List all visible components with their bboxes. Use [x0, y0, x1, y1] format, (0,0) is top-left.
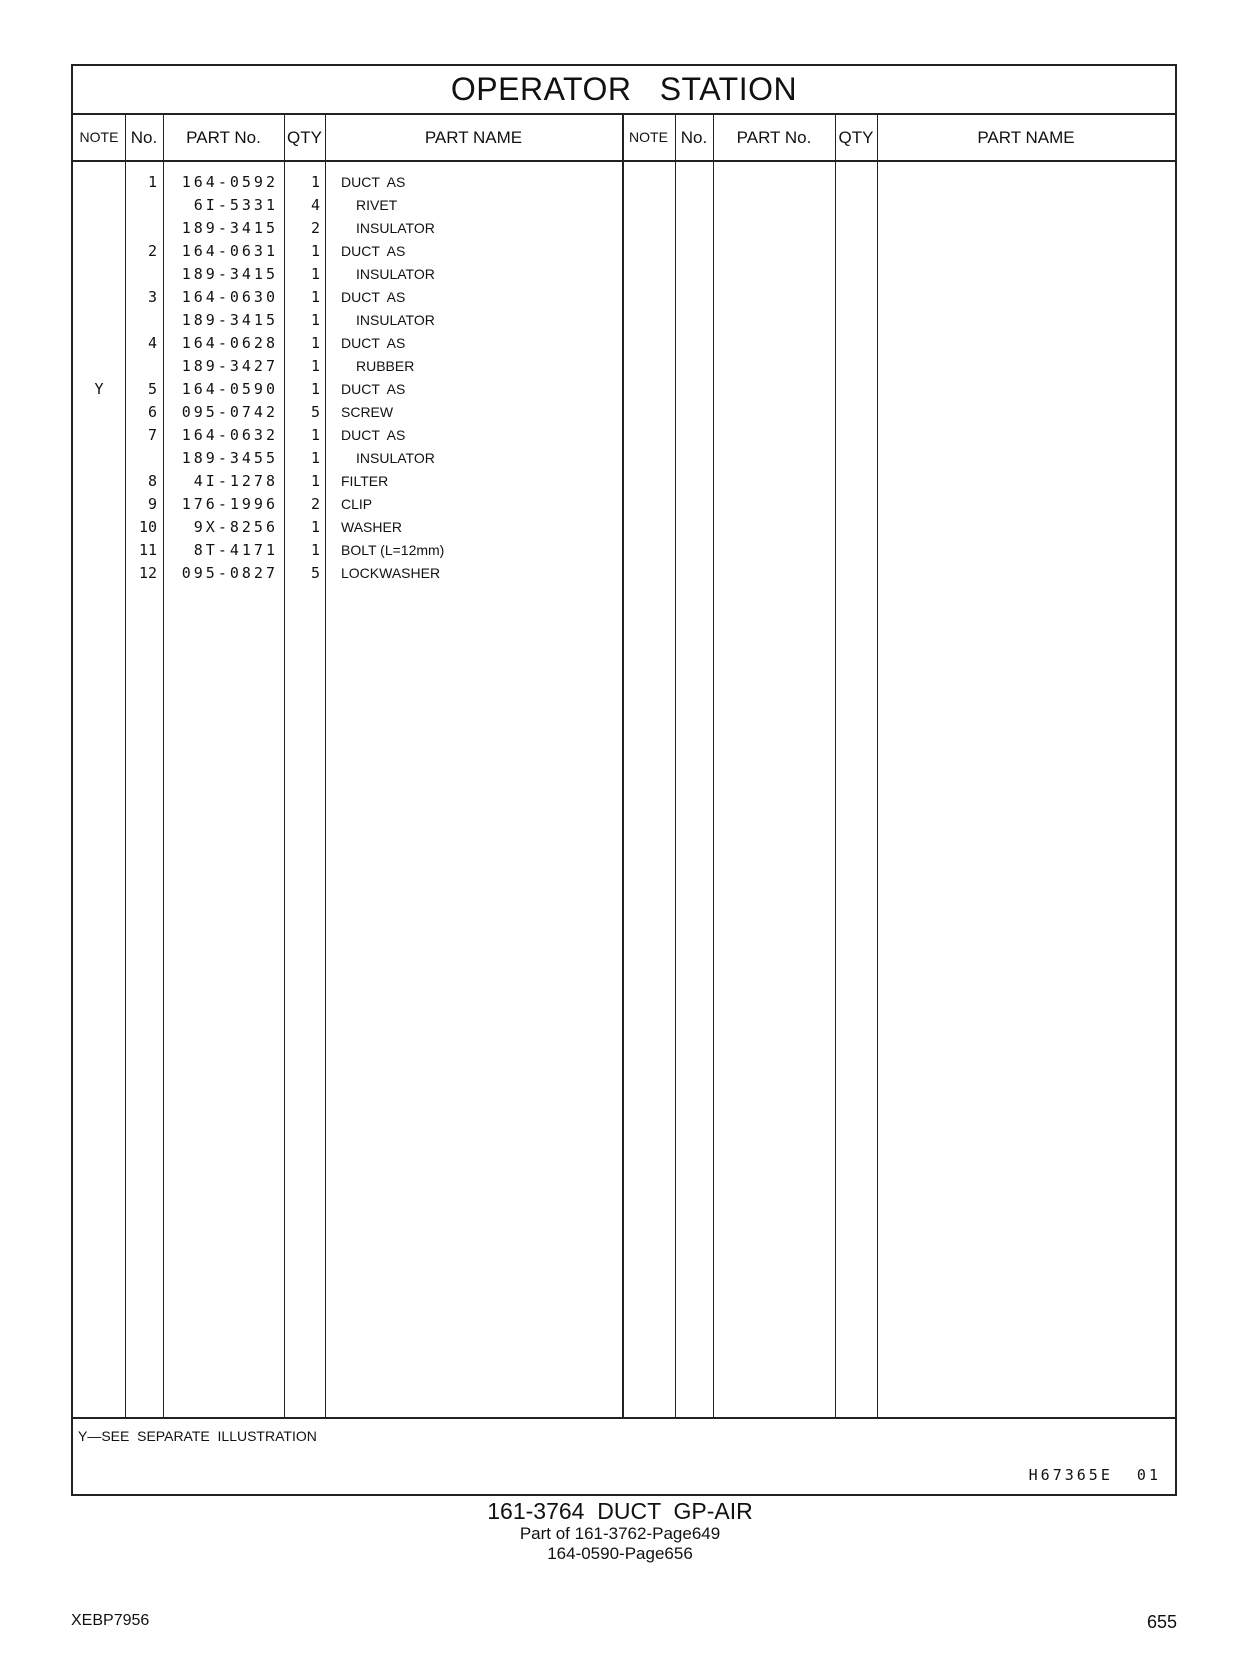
part-number-cell: 164-0592: [181, 173, 278, 191]
part-name-cell: INSULATOR: [356, 450, 435, 466]
table-row: [73, 493, 1175, 516]
item-number-cell: [125, 263, 157, 286]
quantity-cell: 1: [310, 426, 320, 444]
table-row: [73, 424, 1175, 447]
part-name-cell: RUBBER: [356, 358, 415, 374]
quantity-cell: 1: [310, 242, 320, 260]
item-number-cell: 6: [147, 403, 157, 421]
item-number-cell: 1: [147, 173, 157, 191]
quantity-cell: 2: [310, 495, 320, 513]
note-cell: [73, 355, 125, 378]
document-id: XEBP7956: [71, 1612, 150, 1629]
part-name-cell: INSULATOR: [356, 312, 435, 328]
part-number-cell: 095-0827: [181, 564, 278, 582]
part-number-cell: 164-0632: [181, 426, 278, 444]
quantity-cell: 5: [310, 564, 320, 582]
quantity-cell: 1: [310, 288, 320, 306]
quantity-cell: 1: [310, 518, 320, 536]
table-row: [73, 447, 1175, 470]
parts-list-table: [71, 64, 1177, 1496]
part-number-cell: 189-3415: [181, 219, 278, 237]
quantity-cell: 2: [310, 219, 320, 237]
note-cell: [73, 263, 125, 286]
item-number-cell: 5: [147, 380, 157, 398]
column-divider: [125, 115, 126, 1419]
item-number-cell: 4: [147, 334, 157, 352]
item-number-cell: 11: [138, 541, 157, 559]
note-cell: [73, 493, 125, 516]
quantity-cell: 1: [310, 449, 320, 467]
table-body: [73, 162, 1175, 1419]
column-divider: [622, 115, 624, 1419]
part-number-cell: 8T-4171: [193, 541, 278, 559]
quantity-cell: 5: [310, 403, 320, 421]
note-cell: [73, 424, 125, 447]
table-row: [73, 470, 1175, 493]
column-divider: [675, 115, 676, 1419]
column-divider: [325, 115, 326, 1419]
header-no: No.: [130, 128, 158, 147]
part-number-cell: 176-1996: [181, 495, 278, 513]
table-header-row: [73, 115, 1175, 162]
note-cell: [73, 217, 125, 240]
note-cell: [73, 401, 125, 424]
table-row: [73, 309, 1175, 332]
table-row: [73, 194, 1175, 217]
item-number-cell: 8: [147, 472, 157, 490]
note-cell: [73, 194, 125, 217]
column-divider: [284, 115, 285, 1419]
quantity-cell: 1: [310, 334, 320, 352]
table-row: [73, 240, 1175, 263]
item-number-cell: 12: [138, 564, 157, 582]
part-name-cell: RIVET: [356, 197, 398, 213]
part-name-cell: FILTER: [341, 473, 389, 489]
part-name-cell: INSULATOR: [356, 220, 435, 236]
caption-title: 161-3764 DUCT GP-AIR: [487, 1498, 753, 1524]
note-cell: [73, 539, 125, 562]
footnote: Y—SEE SEPARATE ILLUSTRATION: [78, 1428, 317, 1444]
item-number-cell: 9: [147, 495, 157, 513]
item-number-cell: [125, 217, 157, 240]
part-number-cell: 189-3415: [181, 311, 278, 329]
header-part-name: PART NAME: [424, 128, 523, 147]
part-name-cell: DUCT AS: [341, 335, 406, 351]
item-number-cell: [125, 309, 157, 332]
part-number-cell: 6I-5331: [193, 196, 278, 214]
quantity-cell: 1: [310, 265, 320, 283]
column-divider: [877, 115, 878, 1419]
column-divider: [713, 115, 714, 1419]
drawing-code: H67365E 01: [1028, 1466, 1161, 1484]
header-no-right: No.: [680, 128, 708, 147]
part-name-cell: DUCT AS: [341, 174, 406, 190]
item-number-cell: [125, 194, 157, 217]
item-number-cell: [125, 355, 157, 378]
part-number-cell: 189-3415: [181, 265, 278, 283]
part-number-cell: 164-0628: [181, 334, 278, 352]
part-name-cell: DUCT AS: [341, 243, 406, 259]
quantity-cell: 1: [310, 380, 320, 398]
note-cell: Y: [94, 380, 104, 398]
part-name-cell: DUCT AS: [341, 289, 406, 305]
note-cell: [73, 286, 125, 309]
part-number-cell: 189-3427: [181, 357, 278, 375]
header-part-no: PART No.: [186, 128, 261, 147]
note-cell: [73, 309, 125, 332]
part-number-cell: 9X-8256: [193, 518, 278, 536]
part-name-cell: CLIP: [341, 496, 373, 512]
part-name-cell: INSULATOR: [356, 266, 435, 282]
header-part-no-right: PART No.: [736, 128, 812, 147]
part-number-cell: 4I-1278: [193, 472, 278, 490]
note-cell: [73, 240, 125, 263]
table-row: [73, 539, 1175, 562]
caption: [0, 1498, 1240, 1564]
header-note-right: NOTE: [629, 129, 668, 145]
table-row: [73, 263, 1175, 286]
note-cell: [73, 447, 125, 470]
table-row: [73, 378, 1175, 401]
page-number: 655: [1146, 1612, 1177, 1632]
quantity-cell: 1: [310, 541, 320, 559]
item-number-cell: 7: [147, 426, 157, 444]
part-number-cell: 095-0742: [181, 403, 278, 421]
caption-line-2: 164-0590-Page656: [547, 1544, 693, 1563]
note-cell: [73, 332, 125, 355]
note-cell: [73, 470, 125, 493]
section-title: OPERATOR STATION: [73, 66, 1175, 115]
note-cell: [73, 516, 125, 539]
part-number-cell: 164-0631: [181, 242, 278, 260]
table-row: [73, 171, 1175, 194]
part-number-cell: 164-0590: [181, 380, 278, 398]
caption-line-1: Part of 161-3762-Page649: [519, 1524, 721, 1543]
table-row: [73, 217, 1175, 240]
quantity-cell: 1: [310, 472, 320, 490]
header-note: NOTE: [79, 129, 119, 145]
part-name-cell: DUCT AS: [341, 427, 406, 443]
part-name-cell: DUCT AS: [341, 381, 406, 397]
part-name-cell: WASHER: [341, 519, 402, 535]
part-name-cell: LOCKWASHER: [341, 565, 441, 581]
note-cell: [73, 562, 125, 585]
item-number-cell: 3: [147, 288, 157, 306]
column-divider: [163, 115, 164, 1419]
part-number-cell: 189-3455: [181, 449, 278, 467]
table-row: [73, 286, 1175, 309]
header-qty-right: QTY: [838, 128, 874, 147]
header-qty: QTY: [287, 128, 322, 147]
item-number-cell: [125, 447, 157, 470]
item-number-cell: 2: [147, 242, 157, 260]
column-divider: [835, 115, 836, 1419]
quantity-cell: 1: [310, 357, 320, 375]
header-part-name-right: PART NAME: [977, 128, 1075, 147]
part-name-cell: SCREW: [341, 404, 394, 420]
table-row: [73, 562, 1175, 585]
part-number-cell: 164-0630: [181, 288, 278, 306]
table-row: [73, 401, 1175, 424]
table-row: [73, 516, 1175, 539]
table-row: [73, 355, 1175, 378]
item-number-cell: 10: [138, 518, 157, 536]
note-cell: [73, 171, 125, 194]
quantity-cell: 1: [310, 173, 320, 191]
quantity-cell: 4: [310, 196, 320, 214]
quantity-cell: 1: [310, 311, 320, 329]
part-name-cell: BOLT (L=12mm): [341, 542, 445, 558]
table-row: [73, 332, 1175, 355]
